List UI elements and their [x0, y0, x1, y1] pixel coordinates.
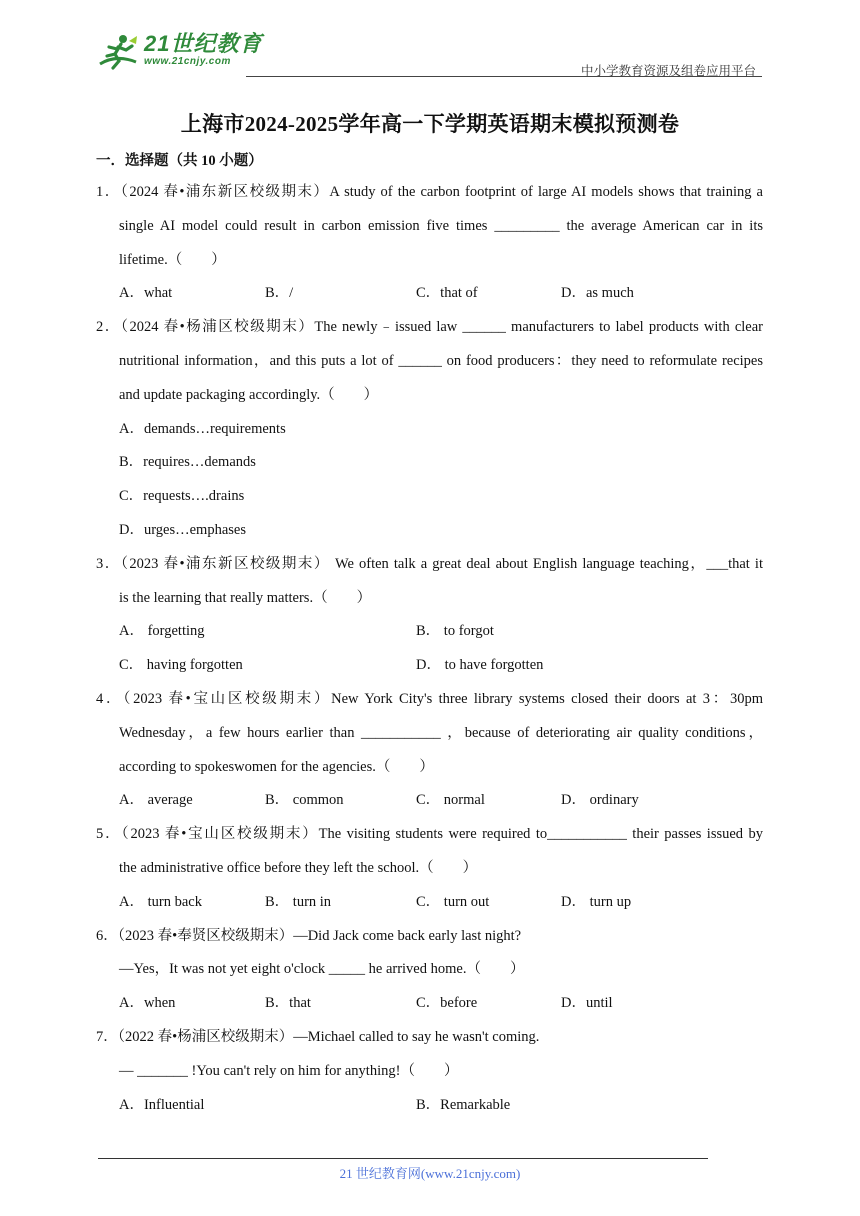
option-c[interactable]: C．before: [416, 995, 478, 1012]
question-2: [96, 311, 763, 548]
option-a[interactable]: A． average: [119, 792, 193, 809]
option-b[interactable]: B．requires…demands: [119, 454, 256, 471]
question-7: [96, 1021, 763, 1122]
question-text-line: according to spokeswomen for the agencies.（ ）: [119, 758, 434, 775]
option-a[interactable]: A．what: [119, 285, 173, 302]
option-a[interactable]: A．Influential: [119, 1096, 205, 1113]
question-text-line: 5．（2023 春•宝山区校级期末）The visiting students were required to___________ their passes issued by: [96, 826, 763, 843]
question-text-line: 2．（2024 春•杨浦区校级期末）The newly﹣issued law ______ manufacturers to label products with clear: [96, 319, 763, 336]
question-text-line: —Yes，It was not yet eight o'clock _____ he arrived home.（ ）: [119, 961, 525, 978]
question-6: [96, 920, 763, 1021]
question-text-line: 3．（2023 春•浦东新区校级期末） We often talk a great deal about English language teaching，___that it: [96, 555, 763, 572]
question-text-line: is the learning that really matters.（ ）: [119, 589, 372, 606]
option-a[interactable]: A．when: [119, 995, 176, 1012]
runner-icon: [96, 32, 142, 72]
question-text-line: single AI model could result in carbon emission five times _________ the average American car in its: [119, 217, 763, 234]
option-d[interactable]: D．until: [561, 995, 613, 1012]
question-text-line: and update packaging accordingly.（ ）: [119, 386, 379, 403]
option-d[interactable]: D． to have forgotten: [416, 657, 544, 674]
footer-divider: [98, 1158, 708, 1159]
options-row: [96, 784, 763, 818]
option-b[interactable]: B．Remarkable: [416, 1096, 511, 1113]
logo-title: 21世纪教育: [144, 31, 263, 56]
option-b[interactable]: B．that: [265, 995, 311, 1012]
question-text-line: 7．（2022 春•杨浦区校级期末）—Michael called to say he wasn't coming.: [96, 1028, 540, 1045]
platform-label: 中小学教育资源及组卷应用平台: [580, 64, 756, 78]
options-row: [96, 886, 763, 920]
page-header: [96, 30, 762, 78]
header-divider: [246, 76, 762, 77]
question-text-line: Wednesday，a few hours earlier than ___________ ，because of deteriorating air quality conditions，: [119, 724, 763, 741]
options-row: [96, 277, 763, 311]
question-text-line: 4．（2023 春•宝山区校级期末）New York City's three library systems closed their doors at 3：30pm: [96, 690, 763, 707]
option-c[interactable]: C． normal: [416, 792, 485, 809]
option-c[interactable]: C． turn out: [416, 893, 490, 910]
option-b[interactable]: B．/: [265, 285, 294, 302]
question-1: [96, 176, 763, 311]
option-c[interactable]: C．that of: [416, 285, 478, 302]
option-a[interactable]: A． forgetting: [119, 623, 205, 640]
footer-link[interactable]: 21 世纪教育网(www.21cnjy.com): [339, 1166, 521, 1181]
options-row: [96, 987, 763, 1021]
logo-url: www.21cnjy.com: [144, 56, 231, 67]
options-row: [96, 615, 763, 649]
question-list: [96, 176, 763, 1122]
option-a[interactable]: A． turn back: [119, 893, 202, 910]
question-text-line: nutritional information，and this puts a lot of ______ on food producers：they need to reformulate recipes: [119, 352, 763, 369]
option-d[interactable]: D．urges…emphases: [119, 521, 246, 538]
options-row: [96, 1089, 763, 1123]
question-4: [96, 683, 763, 818]
question-text-line: 1．（2024 春•浦东新区校级期末）A study of the carbon footprint of large AI models shows that training a: [96, 184, 763, 200]
question-5: [96, 818, 763, 919]
section-heading: 一．选择题（共 10 小题）: [96, 153, 263, 169]
option-d[interactable]: D． turn up: [561, 893, 632, 910]
question-text-line: the administrative office before they left the school.（ ）: [119, 859, 478, 876]
question-text-line: lifetime.（ ）: [119, 251, 226, 268]
site-logo[interactable]: [96, 32, 262, 72]
question-text-line: — _______ !You can't rely on him for anything!（ ）: [119, 1062, 459, 1079]
option-c[interactable]: C． having forgotten: [119, 657, 243, 674]
option-d[interactable]: D．as much: [561, 285, 634, 302]
option-b[interactable]: B． to forgot: [416, 623, 494, 640]
option-a[interactable]: A．demands…requirements: [119, 420, 286, 437]
exam-title: 上海市2024-2025学年高一下学期英语期末模拟预测卷: [180, 112, 680, 136]
option-c[interactable]: C．requests….drains: [119, 488, 245, 505]
options-row: [96, 649, 763, 683]
option-b[interactable]: B． common: [265, 792, 344, 809]
question-3: [96, 548, 763, 683]
question-text-line: 6．（2023 春•奉贤区校级期末）—Did Jack come back early last night?: [96, 927, 522, 944]
option-d[interactable]: D． ordinary: [561, 792, 639, 809]
option-b[interactable]: B． turn in: [265, 893, 332, 910]
